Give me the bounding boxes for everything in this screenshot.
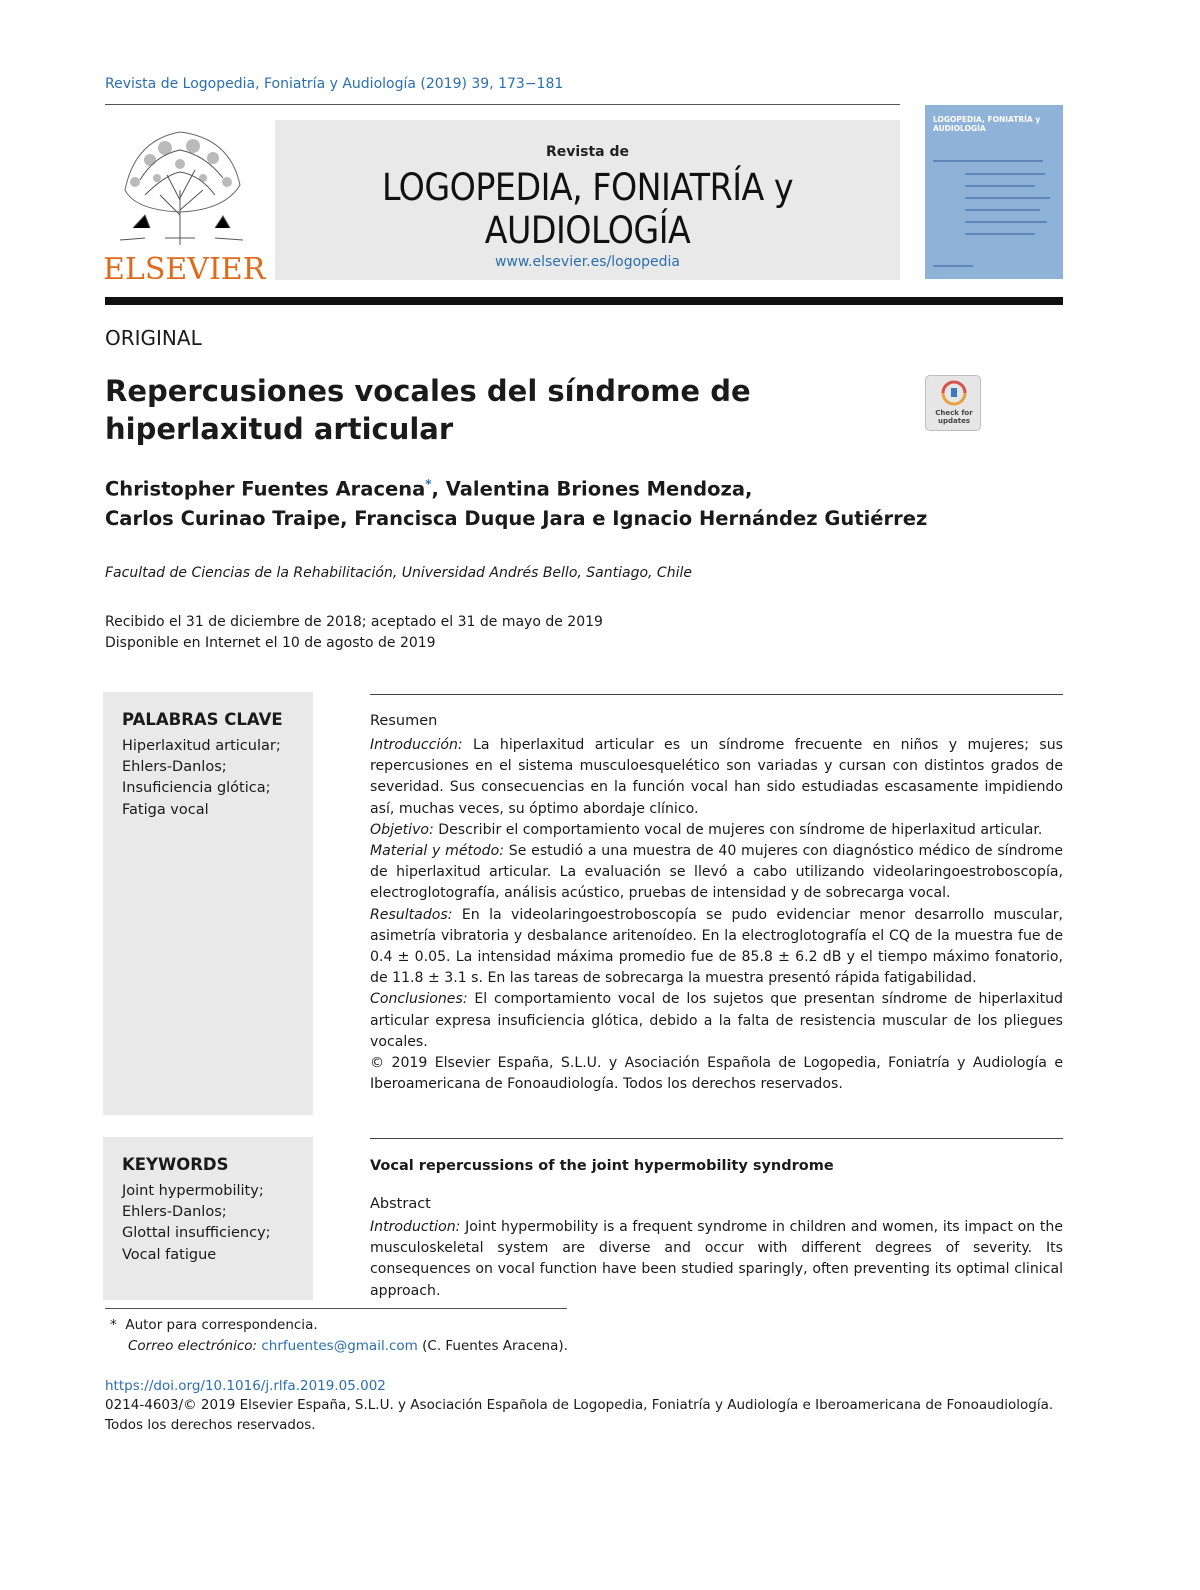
cover-line — [965, 221, 1047, 223]
authors-line1-rest: , Valentina Briones Mendoza, — [431, 477, 753, 501]
abstract-intro: Introduction: Joint hypermobility is a frequent syndrome in children and women, its impact on the musculoskeletal system are diverse and occur with different degrees of severity. Its consequences on vocal function have been studied sparingly, often preventing its optimal clinical approach. — [370, 1219, 1063, 1299]
footnote — [110, 1315, 568, 1357]
tree-icon — [105, 120, 255, 250]
cover-line — [965, 209, 1040, 211]
check-for-updates-button[interactable] — [925, 375, 981, 431]
rights-line: Todos los derechos reservados. — [105, 1416, 316, 1433]
email-link[interactable]: chrfuentes@gmail.com — [261, 1338, 418, 1354]
keywords-en-heading: KEYWORDS — [122, 1155, 229, 1174]
keywords-es-box — [103, 692, 313, 1115]
affiliation: Facultad de Ciencias de la Rehabilitación, Universidad Andrés Bello, Santiago, Chile — [105, 565, 692, 581]
cover-line — [933, 265, 973, 267]
doi-link[interactable]: https://doi.org/10.1016/j.rlfa.2019.05.002 — [105, 1378, 386, 1394]
header-divider — [105, 104, 900, 105]
correspondence-note: * Autor para correspondencia. — [110, 1317, 318, 1333]
author-corresponding: Christopher Fuentes Aracena — [105, 477, 426, 501]
abstract-divider — [370, 1138, 1063, 1139]
journal-url-link[interactable]: www.elsevier.es/logopedia — [494, 254, 681, 270]
keywords-es-heading: PALABRAS CLAVE — [122, 710, 283, 729]
journal-banner — [275, 120, 900, 280]
keyword-item: Fatiga vocal — [122, 801, 209, 818]
keyword-item: Insuficiencia glótica; — [122, 780, 271, 797]
journal-citation[interactable]: Revista de Logopedia, Foniatría y Audiología (2019) 39, 173−181 — [105, 76, 564, 92]
resumen-divider — [370, 694, 1063, 695]
resumen-objective: Objetivo: Describir el comportamiento vocal de mujeres con síndrome de hiperlaxitud articular. — [370, 821, 1043, 838]
resumen-copyright: © 2019 Elsevier España, S.L.U. y Asociación Española de Logopedia, Foniatría y Audiología e Iberoamericana de Fonoaudiología. Todos los derechos reservados. — [370, 1055, 1063, 1093]
keywords-en-box — [103, 1137, 313, 1300]
resumen-method: Material y método: Se estudió a una muestra de 40 mujeres con diagnóstico médico de síndrome de hiperlaxitud articular. La evaluación se llevó a cabo utilizando videolaringoestroboscopía, electroglotografía, análisis acústico, pruebas de intensidad y de sobrecarga vocal. — [370, 843, 1063, 902]
journal-cover-thumbnail — [925, 105, 1063, 279]
resumen-body — [370, 735, 1063, 1095]
abstract-body — [370, 1217, 1063, 1302]
available-date: Disponible en Internet el 10 de agosto de 2019 — [105, 635, 436, 651]
cover-line — [965, 185, 1035, 187]
resumen-heading: Resumen — [370, 713, 438, 729]
cover-title: LOGOPEDIA, FONIATRÍA y AUDIOLOGÍA — [933, 115, 1041, 133]
rights-statement — [105, 1396, 1053, 1435]
keyword-item: Joint hypermobility; — [122, 1183, 264, 1199]
received-date: Recibido el 31 de diciembre de 2018; aceptado el 31 de mayo de 2019 — [105, 614, 603, 630]
author-list — [105, 470, 1005, 533]
article-dates — [105, 612, 603, 654]
cover-line — [965, 233, 1035, 235]
corresponding-mark-link[interactable]: * — [425, 477, 432, 491]
check-updates-icon — [926, 376, 982, 410]
keyword-item: Ehlers-Danlos; — [122, 759, 227, 776]
check-updates-label: Check for updates — [935, 409, 973, 425]
cover-line — [933, 160, 1043, 162]
header-bar — [105, 297, 1063, 305]
cover-line — [965, 197, 1050, 199]
keywords-en-list — [122, 1181, 307, 1266]
authors-line2: Carlos Curinao Traipe, Francisca Duque Jara e Ignacio Hernández Gutiérrez — [105, 506, 928, 530]
article-title: Repercusiones vocales del síndrome de hiperlaxitud articular — [105, 374, 751, 446]
abstract-heading: Abstract — [370, 1196, 431, 1212]
keyword-item: Glottal insufficiency; — [122, 1225, 271, 1242]
keywords-es-list — [122, 736, 307, 821]
keyword-item: Vocal fatigue — [122, 1246, 217, 1263]
resumen-conclusions: Conclusiones: El comportamiento vocal de los sujetos que presentan síndrome de hiperlaxitud articular expresa insuficiencia glótica, debido a la falta de resistencia muscular de los pliegues vocales. — [370, 991, 1063, 1050]
keyword-item: Ehlers-Danlos; — [122, 1204, 227, 1221]
journal-title: LOGOPEDIA, FONIATRÍA y AUDIOLOGÍA — [381, 166, 794, 252]
resumen-intro: Introducción: La hiperlaxitud articular es un síndrome frecuente en niños y mujeres; sus repercusiones en el sistema musculoesquelético son variadas y cursan con distintos grados de severidad. Sus consecuencias en la función vocal han sido estudiadas escasamente impidiendo así, muchas veces, su óptimo abordaje clínico. — [370, 737, 1063, 817]
keyword-item: Hiperlaxitud articular; — [122, 738, 281, 754]
journal-prefix: Revista de — [545, 144, 630, 160]
section-label: ORIGINAL — [105, 326, 202, 350]
resumen-results: Resultados: En la videolaringoestroboscopía se pudo evidenciar menor desarrollo muscular, asimetría vibratoria y desbalance aritenoídeo. En la electroglotografía el CQ de la muestra fue de 0.4 ± 0.05. La intensidad máxima promedio fue de 85.8 ± 6.2 dB y el tiempo máximo fonatorio, de 11.8 ± 3.1 s. En las tareas de sobrecarga la muestra presentó rápida fatigabilidad. — [370, 906, 1064, 987]
footnote-divider — [105, 1308, 567, 1309]
cover-line — [965, 173, 1045, 175]
english-title: Vocal repercussions of the joint hypermobility syndrome — [370, 1158, 834, 1174]
rights-line: 0214-4603/© 2019 Elsevier España, S.L.U. y Asociación Española de Logopedia, Foniatría y Audiología e Iberoamericana de Fonoaudiología. — [105, 1397, 1054, 1413]
elsevier-wordmark: ELSEVIER — [103, 252, 266, 287]
email-note: Correo electrónico: chrfuentes@gmail.com (C. Fuentes Aracena). — [128, 1338, 568, 1354]
